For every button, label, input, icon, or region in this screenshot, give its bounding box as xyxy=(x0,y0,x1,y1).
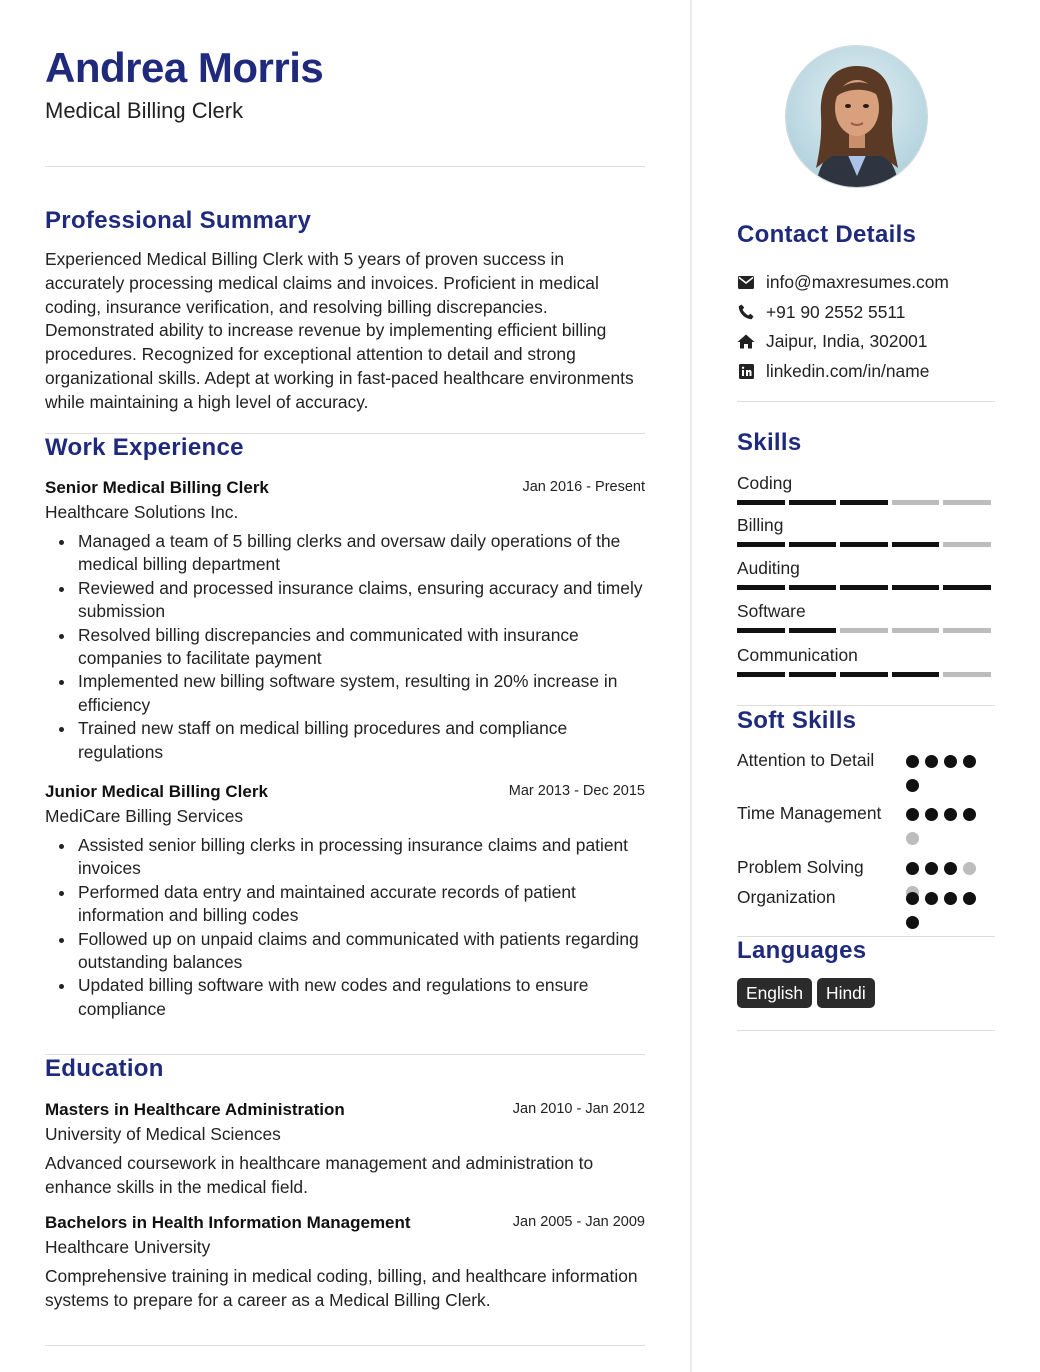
level-segment-filled xyxy=(737,585,785,590)
summary-text: Experienced Medical Billing Clerk with 5 years of proven success in accurately processing medical claims and invoices. Proficient in medical coding, insurance verification, and resolving billing discrepancies. Demonstrated ability to increase revenue by implementing efficient billing procedures. Recognized for exceptional attention to detail and strong organizational skills. Adept at working in fast-paced healthcare environments while maintaining a high level of accuracy. xyxy=(45,249,634,412)
column-divider xyxy=(690,0,692,1372)
soft-skill-rating xyxy=(906,755,986,792)
rating-dot-filled xyxy=(925,808,938,821)
rating-dot-filled xyxy=(925,892,938,905)
rating-dot-filled xyxy=(963,755,976,768)
rating-dot-filled xyxy=(906,862,919,875)
job-bullet: Trained new staff on medical billing procedures and compliance regulations xyxy=(45,717,645,764)
phone-icon xyxy=(737,303,755,321)
job-bullet: Resolved billing discrepancies and communicated with insurance companies to facilitate payment xyxy=(45,624,645,671)
divider xyxy=(45,1345,645,1346)
skill-item xyxy=(737,514,995,547)
rating-dot-filled xyxy=(925,862,938,875)
level-segment-empty xyxy=(943,672,991,677)
skill-name: Coding xyxy=(737,473,793,493)
contact-email[interactable] xyxy=(737,268,995,298)
level-segment-filled xyxy=(943,585,991,590)
school-name: Healthcare University xyxy=(45,1237,211,1257)
job-date: Jan 2016 - Present xyxy=(522,479,645,495)
avatar-image xyxy=(786,46,928,188)
language-badge: English xyxy=(737,978,812,1008)
job-bullet: Implemented new billing software system, resulting in 20% increase in efficiency xyxy=(45,670,645,717)
contact-list xyxy=(737,268,995,386)
soft-skill-name: Organization xyxy=(737,887,836,907)
soft-skill-name: Problem Solving xyxy=(737,857,864,877)
rating-dot-empty xyxy=(963,862,976,875)
job-bullet: Followed up on unpaid claims and communicated with patients regarding outstanding balances xyxy=(45,928,645,975)
level-segment-filled xyxy=(840,542,888,547)
rating-dot-empty xyxy=(906,832,919,845)
level-segment-empty xyxy=(943,628,991,633)
job-bullets xyxy=(45,530,645,764)
level-segment-filled xyxy=(737,500,785,505)
skill-item xyxy=(737,644,995,677)
school-name: University of Medical Sciences xyxy=(45,1124,281,1144)
education-description: Advanced coursework in healthcare management and administration to enhance skills in the medical field. xyxy=(45,1153,594,1197)
soft-skill-rating xyxy=(906,808,986,845)
job-bullet: Reviewed and processed insurance claims, ensuring accuracy and timely submission xyxy=(45,577,645,624)
skill-level-bar xyxy=(737,628,995,633)
job-title: Junior Medical Billing Clerk xyxy=(45,782,268,801)
skill-level-bar xyxy=(737,500,995,505)
level-segment-filled xyxy=(789,628,837,633)
rating-dot-filled xyxy=(944,862,957,875)
email-text: info@maxresumes.com xyxy=(766,272,949,293)
skills-heading: Skills xyxy=(737,429,802,456)
contact-phone[interactable] xyxy=(737,298,995,328)
rating-dot-filled xyxy=(925,755,938,768)
linkedin-icon xyxy=(737,363,755,381)
skill-name: Software xyxy=(737,601,806,621)
job-bullet: Performed data entry and maintained accurate records of patient information and billing codes xyxy=(45,881,645,928)
language-list xyxy=(737,978,875,1008)
rating-dot-filled xyxy=(906,916,919,929)
rating-dot-filled xyxy=(906,779,919,792)
skill-level-bar xyxy=(737,542,995,547)
envelope-icon xyxy=(737,274,755,292)
level-segment-empty xyxy=(840,628,888,633)
skill-item xyxy=(737,557,995,590)
education-description: Comprehensive training in medical coding, billing, and healthcare information systems to prepare for a career as a Medical Billing Clerk. xyxy=(45,1266,638,1310)
job-date: Mar 2013 - Dec 2015 xyxy=(508,783,645,799)
education-heading: Education xyxy=(45,1055,164,1082)
skill-level-bar xyxy=(737,672,995,677)
soft-skill-name: Time Management xyxy=(737,803,882,823)
level-segment-filled xyxy=(737,628,785,633)
degree-title: Masters in Healthcare Administration xyxy=(45,1100,345,1119)
rating-dot-filled xyxy=(906,808,919,821)
contact-linkedin[interactable] xyxy=(737,357,995,387)
divider xyxy=(45,166,645,167)
skill-name: Billing xyxy=(737,515,784,535)
level-segment-filled xyxy=(789,585,837,590)
rating-dot-filled xyxy=(906,892,919,905)
level-segment-filled xyxy=(840,500,888,505)
rating-dot-filled xyxy=(944,808,957,821)
divider xyxy=(737,705,995,706)
address-text: Jaipur, India, 302001 xyxy=(766,331,928,352)
rating-dot-filled xyxy=(944,755,957,768)
degree-title: Bachelors in Health Information Management xyxy=(45,1213,411,1232)
soft-skill-name: Attention to Detail xyxy=(737,750,875,770)
level-segment-filled xyxy=(840,585,888,590)
level-segment-filled xyxy=(892,542,940,547)
level-segment-filled xyxy=(789,500,837,505)
candidate-role: Medical Billing Clerk xyxy=(45,98,244,123)
profile-photo xyxy=(785,45,928,188)
level-segment-filled xyxy=(892,585,940,590)
job-company: MediCare Billing Services xyxy=(45,806,244,826)
level-segment-filled xyxy=(789,542,837,547)
contact-address xyxy=(737,327,995,357)
soft-skill-rating xyxy=(906,892,986,929)
skill-item xyxy=(737,600,995,633)
job-bullets xyxy=(45,834,645,1021)
home-icon xyxy=(737,333,755,351)
language-badge: Hindi xyxy=(817,978,875,1008)
summary-heading: Professional Summary xyxy=(45,207,312,234)
job-bullet: Updated billing software with new codes and regulations to ensure compliance xyxy=(45,974,645,1021)
experience-heading: Work Experience xyxy=(45,434,244,461)
education-entry xyxy=(45,1212,645,1313)
level-segment-empty xyxy=(892,500,940,505)
divider xyxy=(737,401,995,402)
education-date: Jan 2010 - Jan 2012 xyxy=(512,1101,645,1117)
level-segment-empty xyxy=(943,542,991,547)
level-segment-filled xyxy=(789,672,837,677)
job-entry xyxy=(45,477,645,764)
divider xyxy=(737,1030,995,1031)
job-company: Healthcare Solutions Inc. xyxy=(45,502,239,522)
skill-item xyxy=(737,472,995,505)
job-bullet: Assisted senior billing clerks in processing insurance claims and patient invoices xyxy=(45,834,645,881)
candidate-name: Andrea Morris xyxy=(45,44,324,91)
job-bullet: Managed a team of 5 billing clerks and oversaw daily operations of the medical billing department xyxy=(45,530,645,577)
level-segment-filled xyxy=(840,672,888,677)
contact-heading: Contact Details xyxy=(737,221,917,248)
level-segment-filled xyxy=(737,542,785,547)
education-date: Jan 2005 - Jan 2009 xyxy=(512,1214,645,1230)
skill-name: Auditing xyxy=(737,558,800,578)
languages-heading: Languages xyxy=(737,937,867,964)
level-segment-empty xyxy=(943,500,991,505)
education-entry xyxy=(45,1099,645,1200)
level-segment-filled xyxy=(892,672,940,677)
rating-dot-filled xyxy=(963,808,976,821)
linkedin-text: linkedin.com/in/name xyxy=(766,361,930,382)
skill-name: Communication xyxy=(737,645,858,665)
skill-level-bar xyxy=(737,585,995,590)
job-title: Senior Medical Billing Clerk xyxy=(45,478,269,497)
rating-dot-filled xyxy=(963,892,976,905)
job-entry xyxy=(45,781,645,1021)
phone-text: +91 90 2552 5511 xyxy=(766,301,906,322)
level-segment-filled xyxy=(737,672,785,677)
rating-dot-filled xyxy=(944,892,957,905)
soft-skills-heading: Soft Skills xyxy=(737,707,857,734)
rating-dot-filled xyxy=(906,755,919,768)
level-segment-empty xyxy=(892,628,940,633)
